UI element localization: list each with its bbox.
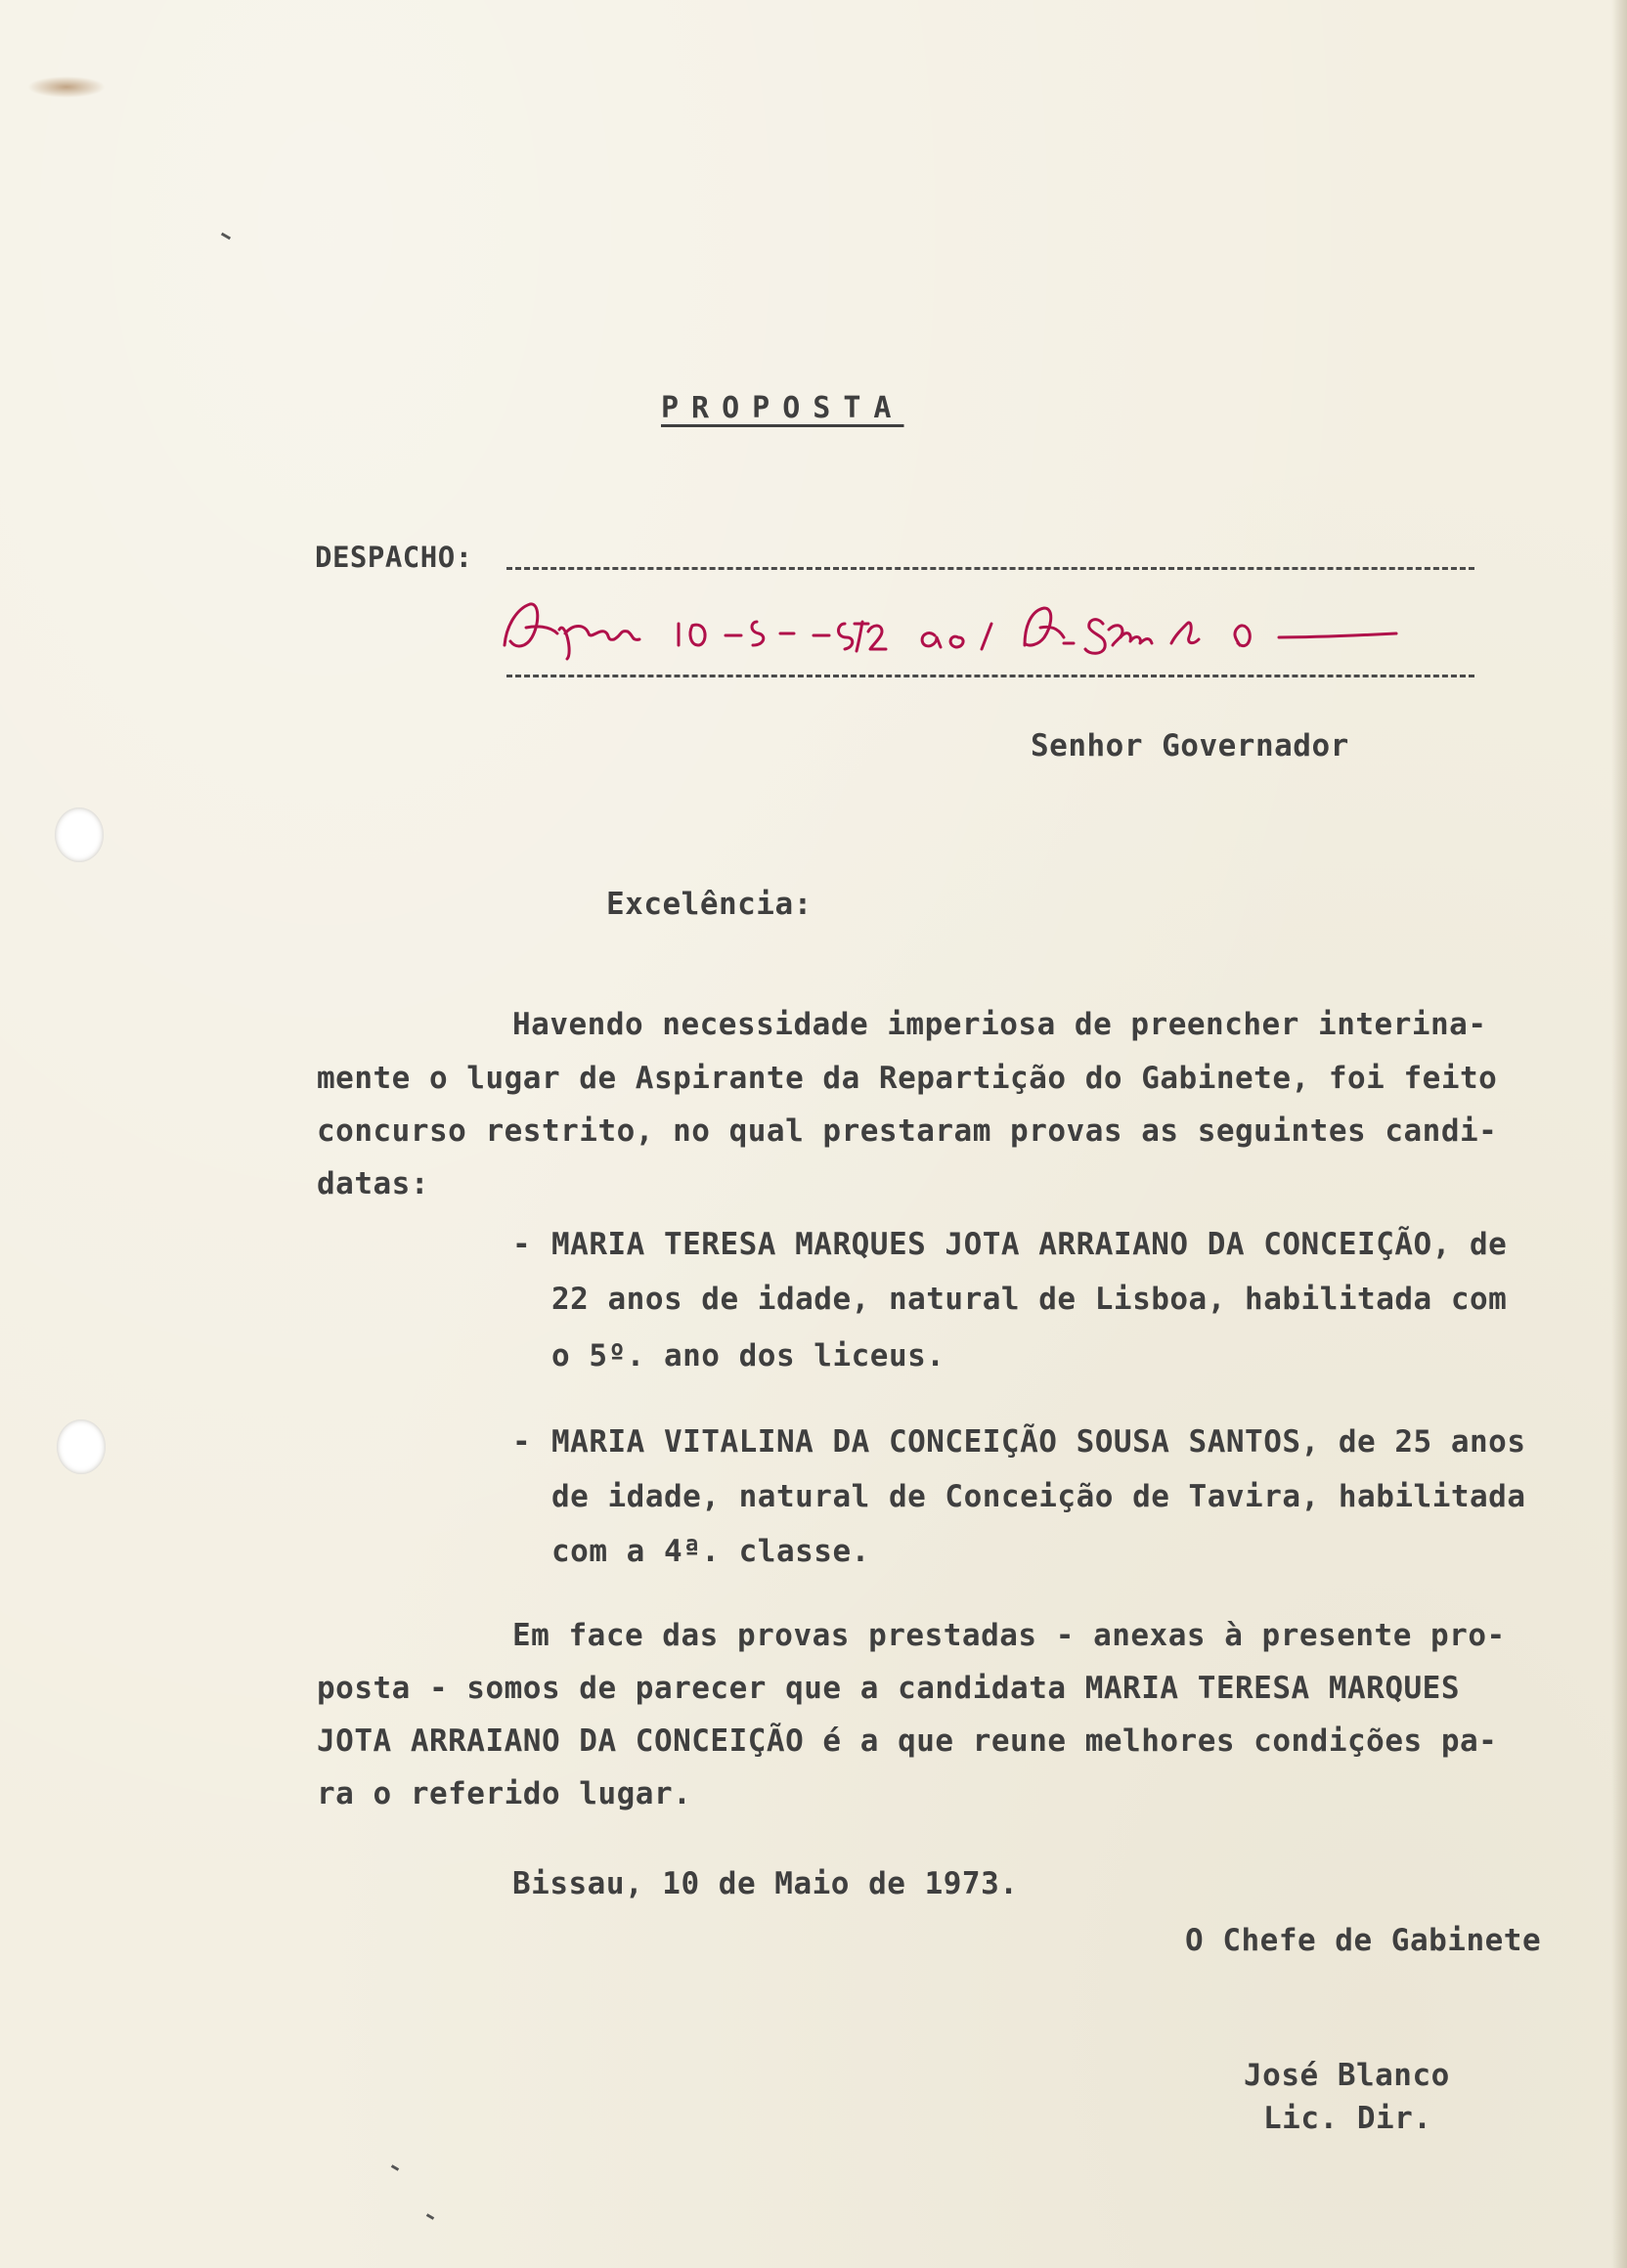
rust-stain: [27, 76, 106, 98]
punch-hole-bottom: [57, 1419, 106, 1474]
conclusion-line-1: Em face das provas prestadas - anexas à presente pro-: [512, 1618, 1506, 1653]
punch-hole-top: [55, 807, 104, 862]
candidate-2-line-2: de idade, natural de Conceição de Tavira, habilitada: [551, 1479, 1526, 1514]
conclusion-line-4: ra o referido lugar.: [317, 1776, 692, 1811]
document-title: PROPOSTA: [661, 391, 904, 425]
signatory-name: José Blanco: [1244, 2058, 1450, 2093]
conclusion-line-3: JOTA ARRAIANO DA CONCEIÇÃO é a que reune melhores condições pa-: [317, 1723, 1498, 1759]
intro-line-1: Havendo necessidade imperiosa de preencher interina-: [512, 1007, 1487, 1042]
candidate-1-line-2: 22 anos de idade, natural de Lisboa, habilitada com: [551, 1282, 1508, 1317]
addressee: Senhor Governador: [1031, 728, 1349, 763]
ink-speck: [391, 2164, 399, 2171]
candidate-2-line-3: com a 4ª. classe.: [551, 1534, 870, 1569]
intro-line-3: concurso restrito, no qual prestaram provas as seguintes candi-: [317, 1113, 1498, 1149]
place-date: Bissau, 10 de Maio de 1973.: [512, 1866, 1019, 1901]
ink-speck: [426, 2213, 434, 2220]
paper-edge-shadow: [1611, 0, 1627, 2268]
despacho-line-2: [506, 675, 1474, 677]
candidate-2-line-1: MARIA VITALINA DA CONCEIÇÃO SOUSA SANTOS, de 25 anos: [551, 1424, 1526, 1460]
intro-line-4: datas:: [317, 1166, 429, 1201]
salutation: Excelência:: [606, 887, 813, 922]
candidate-1-dash: -: [512, 1227, 532, 1262]
candidate-1-line-3: o 5º. ano dos liceus.: [551, 1338, 945, 1374]
candidate-2-dash: -: [512, 1424, 532, 1460]
despacho-handwritten-signature: [497, 594, 1416, 663]
despacho-line-1: [506, 567, 1474, 570]
signatory-title: O Chefe de Gabinete: [1185, 1923, 1542, 1958]
signatory-degree: Lic. Dir.: [1263, 2101, 1432, 2136]
intro-line-2: mente o lugar de Aspirante da Repartição do Gabinete, foi feito: [317, 1061, 1498, 1096]
ink-speck: [221, 233, 231, 240]
despacho-label: DESPACHO:: [315, 541, 473, 574]
candidate-1-line-1: MARIA TERESA MARQUES JOTA ARRAIANO DA CONCEIÇÃO, de: [551, 1227, 1508, 1262]
conclusion-line-2: posta - somos de parecer que a candidata MARIA TERESA MARQUES: [317, 1671, 1460, 1706]
